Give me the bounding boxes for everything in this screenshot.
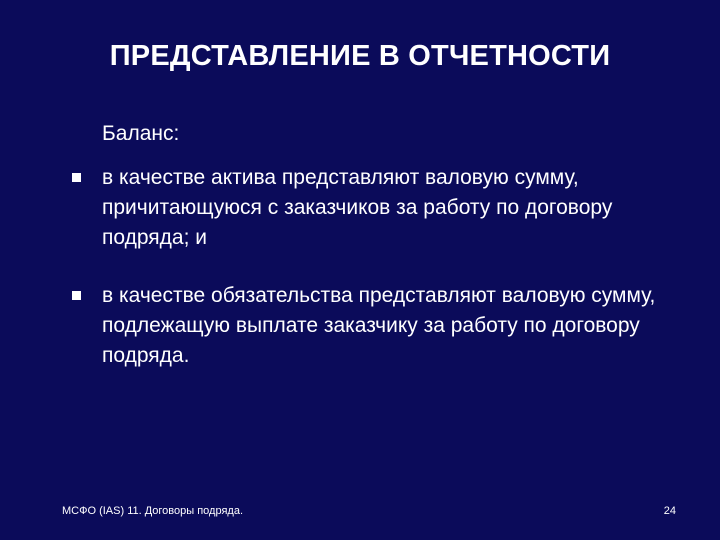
slide-footer: МСФО (IAS) 11. Договоры подряда. (62, 505, 244, 517)
bullet-text-asset: в качестве актива представляют валовую сумму, причитающуюся с заказчиков за работу по договору подряда; и (102, 166, 613, 249)
section-label: Баланс: (102, 122, 180, 145)
page-number: 24 (663, 505, 676, 517)
bullet-text-liability: в качестве обязательства представляют валовую сумму, подлежащую выплате заказчику за работу по договору подряда. (102, 284, 656, 367)
bullet-item-liability (70, 281, 660, 371)
square-bullet-icon (72, 291, 81, 300)
square-bullet-icon (72, 173, 81, 182)
bullet-item-asset (70, 163, 660, 253)
slide-title: ПРЕДСТАВЛЕНИЕ В ОТЧЕТНОСТИ (109, 40, 611, 72)
bullet-list (70, 163, 660, 399)
